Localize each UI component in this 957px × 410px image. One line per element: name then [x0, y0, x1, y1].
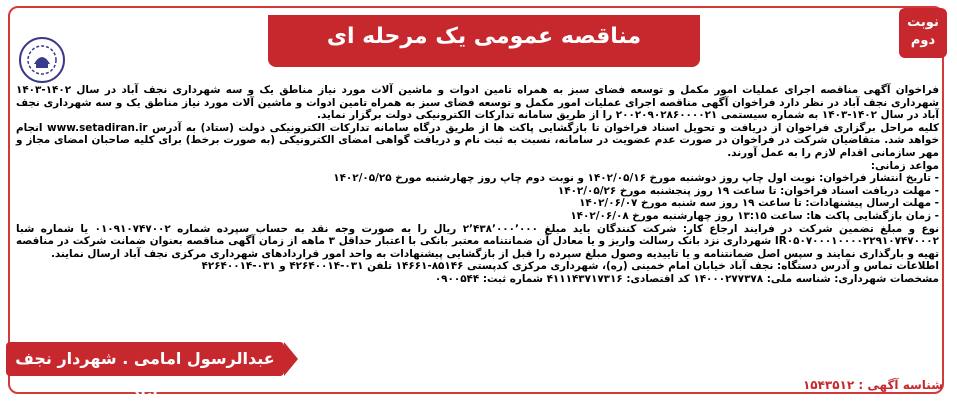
schedule-publish-date: - تاریخ انتشار فراخوان: نوبت اول چاپ روز دوشنبه مورخ ۱۴۰۲/۰۵/۱۶ و نوبت دوم چاپ روز چهارشنبه مورخ ۱۴۰۲/۰۵/۲۵ [333, 172, 939, 185]
round-badge: نوبت دوم [899, 8, 947, 58]
procedure-paragraph: کلیه مراحل برگزاری فراخوان از دریافت و تحویل اسناد فراخوان تا بازگشایی پاکت ها از طریق درگاه سامانه تدارکات الکترونیکی دولت (ستاد) به آدرس www.setadiran.ir انجام خواهد شد. متقاضیان شرکت در فراخوان در صورت عدم عضویت در سامانه، نسبت به ثبت نام و دریافت گواهی امضای الکترونیکی (به صورت برخط) برای کلیه صاحبان امضای مجاز و مهر سازمانی اقدام لازم را به عمل آورند. [16, 121, 939, 159]
page-title: مناقصه عمومی یک مرحله ای [326, 24, 642, 49]
schedule-heading: مواعد زمانی: [870, 159, 939, 172]
intro-paragraph: فراخوان آگهی مناقصه اجرای عملیات امور مکمل و توسعه فضای سبز به همراه تامین ادوات و ماشین آلات مورد نیاز مناطق یک و سه شهرداری نجف آباد در سال ۱۴۰۲-۱۴۰۳ شهرداری نجف آباد در نظر دارد فراخوان آگهی مناقصه اجرای عملیات امور مکمل و توسعه فضای سبز به همراه تامین ادوات و ماشین آلات مورد نیاز مناطق یک و سه شهرداری نجف آباد در سال ۱۴۰۲-۱۴۰۳ به شماره سیستمی ۲۰۰۲۰۹۰۲۸۶۰۰۰۰۲۱ را از طریق سامانه تدارکات الکترونیکی دولت برگزار نماید. [16, 84, 939, 122]
ad-id-value: ۱۵۴۳۵۱۲ [802, 378, 855, 392]
signature-banner: عبدالرسول امامی . شهردار نجف آباد [6, 342, 284, 376]
ad-id [803, 378, 943, 392]
schedule-bids-deadline: - مهلت ارسال پیشنهادات: تا ساعت ۱۹ روز سه شنبه مورخ ۱۴۰۲/۰۶/۰۷ [579, 197, 939, 210]
notice-body [16, 84, 939, 286]
municipality-logo [18, 36, 66, 84]
schedule-opening-time: - زمان بازگشایی پاکت ها: ساعت ۱۳:۱۵ روز چهارشنبه مورخ ۱۴۰۲/۰۶/۰۸ [570, 209, 939, 222]
contact-paragraph: اطلاعات تماس و آدرس دستگاه: نجف آباد خیابان امام خمینی (ره)، شهرداری مرکزی کدپستی ۸۵۱۴۶-۱۴۶۶۱ تلفن ۰۳۱-۴۲۶۴۰۰۱۴ و ۰۳۱-۴۲۶۴۰۰۱۴ [201, 260, 939, 273]
ad-id-label: شناسه آگهی : [858, 378, 943, 392]
guarantee-paragraph: نوع و مبلغ تضمین شرکت در فرایند ارجاع کار: شرکت کنندگان باید مبلغ ۲٬۴۳۸٬۰۰۰٬۰۰۰ ریال را به صورت وجه نقد به حساب سپرده شماره ۰۱۰۹۱۰۷۴۷۰۰۲ یا شماره شبا IR۰۵۰۷۰۰۰۱۰۰۰۰۲۲۹۱۰۷۴۷۰۰۰۲ شهرداری نزد بانک رسالت واریز و یا معادل آن ضمانتنامه معتبر بانکی با اعتبار حداقل ۳ ماهه از زمان آگهی مناقصه بعنوان ضمانت شرکت در مناقصه تهیه و بارگذاری نمایند و سپس اصل ضمانتنامه و یا تاییدیه وصول مبلغ سپرده را قبل از بازگشایی پیشنهادات به واحد امور قراردادهای شهرداری مرکزی نجف آباد ارسال نمایند. [16, 222, 940, 260]
signature-banner-tip [284, 342, 298, 376]
municipality-details: مشخصات شهرداری: شناسه ملی: ۱۴۰۰۰۲۷۷۳۷۸ کد اقتصادی: ۴۱۱۱۴۳۷۱۷۳۱۶ شماره ثبت: ۰۹۰۰۵۴۴ [434, 272, 939, 285]
municipality-logo-icon [18, 36, 66, 84]
schedule-documents-deadline: - مهلت دریافت اسناد فراخوان: تا ساعت ۱۹ روز پنجشنبه مورخ ۱۴۰۲/۰۵/۲۶ [557, 184, 939, 197]
